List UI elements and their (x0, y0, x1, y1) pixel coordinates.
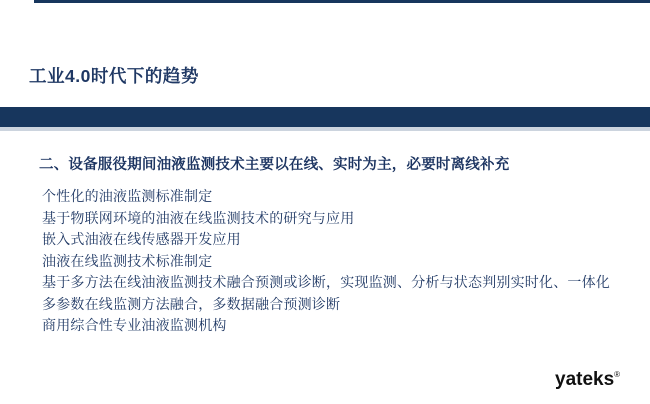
body-text-line: 商用综合性专业油液监测机构 (42, 317, 227, 333)
slide-title: 工业4.0时代下的趋势 (29, 66, 199, 86)
body-text-line: 基于多方法在线油液监测技术融合预测或诊断，实现监测、分析与状态判别实时化、一体化 (42, 274, 610, 290)
body-text-line: 多参数在线监测方法融合，多数据融合预测诊断 (42, 295, 341, 312)
body-text-line: 嵌入式油液在线传感器开发应用 (42, 231, 241, 247)
body-text-line: 基于物联网环境的油液在线监测技术的研究与应用 (42, 209, 355, 226)
yateks-logo-text: yateks (555, 369, 615, 390)
yateks-logo (555, 369, 620, 391)
body-text-list (42, 186, 610, 337)
body-text-line: 个性化的油液监测标准制定 (42, 188, 213, 204)
registered-trademark-icon: ® (614, 370, 621, 379)
top-accent-rule (34, 0, 650, 3)
title-divider-bar-edge (0, 127, 650, 131)
section-heading: 二、设备服役期间油液监测技术主要以在线、实时为主，必要时离线补充 (39, 157, 510, 173)
title-divider-bar (0, 107, 650, 127)
body-text-line: 油液在线监测技术标准制定 (42, 252, 213, 269)
